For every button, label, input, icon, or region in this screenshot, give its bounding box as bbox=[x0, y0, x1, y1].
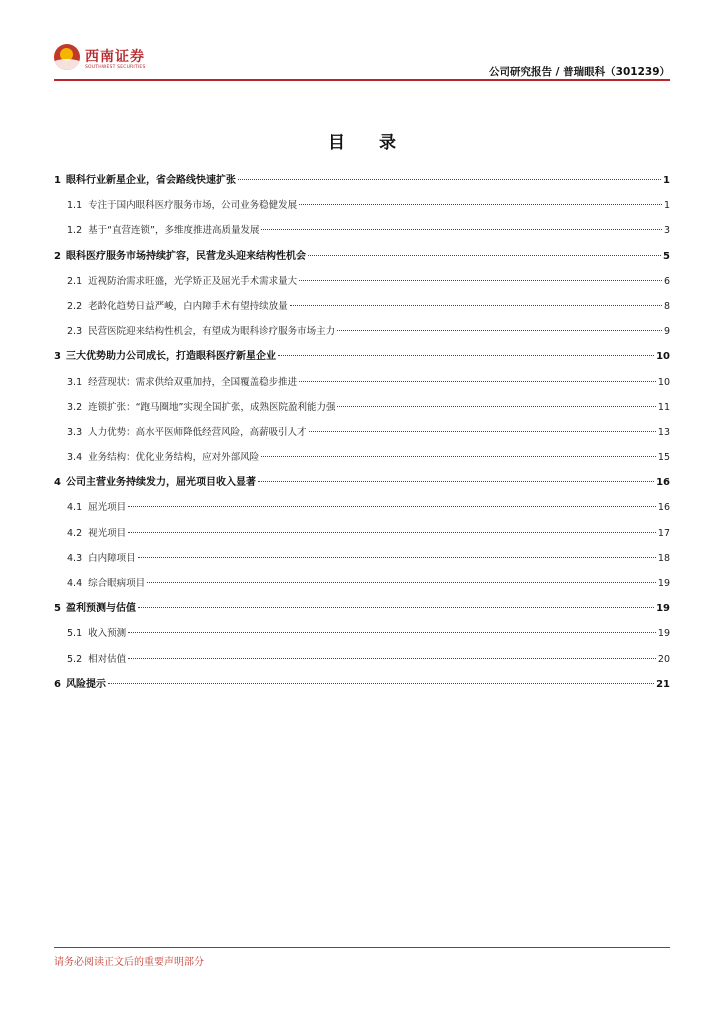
toc-page-number: 19 bbox=[657, 628, 670, 640]
toc-entry-text: 近视防治需求旺盛，光学矫正及屈光手术需求量大 bbox=[88, 275, 298, 287]
toc-section-entry[interactable] bbox=[54, 244, 670, 269]
toc-entry-number: 5.1 bbox=[67, 628, 83, 640]
toc-subsection-entry[interactable] bbox=[54, 420, 670, 445]
toc-entry-number: 3.3 bbox=[67, 426, 83, 438]
toc-entry-number: 2.1 bbox=[67, 275, 83, 287]
toc-dot-leader bbox=[299, 280, 662, 281]
toc-dot-leader bbox=[299, 204, 662, 205]
toc-entry-text: 三大优势助力公司成长，打造眼科医疗新星企业 bbox=[65, 351, 276, 363]
toc-entry-text: 经营现状：需求供给双重加持，全国覆盖稳步推进 bbox=[88, 376, 298, 388]
toc-subsection-entry[interactable] bbox=[54, 647, 670, 672]
toc-entry-text: 老龄化趋势日益严峻，白内障手术有望持续放量 bbox=[88, 300, 288, 312]
toc-entry-text: 综合眼病项目 bbox=[88, 578, 146, 589]
toc-page-number: 13 bbox=[657, 426, 670, 438]
table-of-contents bbox=[54, 168, 670, 697]
toc-dot-leader bbox=[128, 658, 656, 659]
report-title: 公司研究报告 / 普瑞眼科（301239） bbox=[489, 66, 670, 78]
toc-page-number: 1 bbox=[663, 200, 670, 212]
toc-entry-text: 屈光项目 bbox=[88, 502, 127, 514]
toc-entry-number: 4.4 bbox=[67, 578, 83, 589]
toc-section-entry[interactable] bbox=[54, 168, 670, 193]
toc-entry-number: 3 bbox=[54, 351, 61, 363]
toc-section-entry[interactable] bbox=[54, 470, 670, 495]
toc-entry-text: 连锁扩张：“跑马圈地”实现全国扩张，成熟医院盈利能力强 bbox=[88, 401, 336, 413]
toc-subsection-entry[interactable] bbox=[54, 294, 670, 319]
toc-dot-leader bbox=[128, 532, 656, 533]
company-logo bbox=[54, 44, 154, 74]
toc-page-number: 18 bbox=[657, 552, 670, 564]
toc-subsection-entry[interactable] bbox=[54, 521, 670, 546]
toc-page-number: 15 bbox=[657, 452, 670, 464]
toc-entry-text: 风险提示 bbox=[65, 678, 106, 690]
toc-subsection-entry[interactable] bbox=[54, 445, 670, 470]
logo-name: 西南证券 bbox=[85, 49, 145, 65]
toc-dot-leader bbox=[258, 481, 654, 482]
toc-entry-number: 2.3 bbox=[67, 326, 83, 338]
toc-entry-number: 6 bbox=[54, 678, 61, 690]
toc-entry-text: 专注于国内眼科医疗服务市场，公司业务稳健发展 bbox=[88, 200, 298, 212]
toc-subsection-entry[interactable] bbox=[54, 395, 670, 420]
toc-page-number: 10 bbox=[657, 376, 670, 388]
toc-dot-leader bbox=[138, 557, 656, 558]
toc-dot-leader bbox=[128, 506, 656, 507]
header-divider bbox=[54, 79, 670, 81]
toc-page-number: 6 bbox=[663, 275, 670, 287]
toc-page-number: 3 bbox=[663, 225, 670, 237]
toc-entry-number: 2 bbox=[54, 250, 61, 262]
toc-entry-number: 4 bbox=[54, 477, 61, 489]
toc-subsection-entry[interactable] bbox=[54, 269, 670, 294]
toc-dot-leader bbox=[290, 305, 662, 306]
toc-entry-number: 5 bbox=[54, 603, 61, 615]
toc-entry-text: 人力优势：高水平医师降低经营风险，高薪吸引人才 bbox=[88, 426, 307, 438]
toc-entry-text: 盈利预测与估值 bbox=[65, 603, 136, 615]
toc-subsection-entry[interactable] bbox=[54, 218, 670, 243]
toc-dot-leader bbox=[299, 381, 656, 382]
toc-dot-leader bbox=[138, 607, 654, 608]
toc-dot-leader bbox=[337, 406, 655, 407]
toc-entry-text: 收入预测 bbox=[88, 628, 127, 640]
toc-dot-leader bbox=[238, 179, 661, 180]
toc-subsection-entry[interactable] bbox=[54, 495, 670, 520]
toc-entry-text: 相对估值 bbox=[88, 653, 127, 665]
toc-entry-text: 白内障项目 bbox=[88, 552, 136, 564]
footer-divider bbox=[54, 947, 670, 948]
toc-dot-leader bbox=[147, 582, 656, 583]
toc-entry-number: 3.4 bbox=[67, 452, 83, 464]
toc-entry-number: 4.3 bbox=[67, 552, 83, 564]
toc-title: 目 录 bbox=[328, 133, 410, 153]
toc-subsection-entry[interactable] bbox=[54, 546, 670, 571]
toc-subsection-entry[interactable] bbox=[54, 193, 670, 218]
toc-dot-leader bbox=[261, 456, 656, 457]
toc-entry-text: 眼科行业新星企业，省会路线快速扩张 bbox=[65, 175, 236, 186]
toc-page-number: 8 bbox=[663, 300, 670, 312]
toc-subsection-entry[interactable] bbox=[54, 319, 670, 344]
toc-page-number: 11 bbox=[657, 401, 670, 413]
toc-page-number: 1 bbox=[663, 175, 670, 186]
toc-entry-number: 3.1 bbox=[67, 376, 83, 388]
toc-subsection-entry[interactable] bbox=[54, 370, 670, 395]
toc-entry-number: 3.2 bbox=[67, 401, 83, 413]
toc-page-number: 19 bbox=[657, 578, 670, 589]
toc-entry-number: 5.2 bbox=[67, 653, 83, 665]
toc-section-entry[interactable] bbox=[54, 344, 670, 369]
toc-page-number: 19 bbox=[656, 603, 670, 615]
toc-dot-leader bbox=[337, 330, 662, 331]
page-header bbox=[0, 0, 724, 82]
toc-subsection-entry[interactable] bbox=[54, 571, 670, 596]
toc-entry-number: 1 bbox=[54, 175, 61, 186]
footer-disclaimer: 请务必阅读正文后的重要声明部分 bbox=[54, 957, 204, 968]
toc-section-entry[interactable] bbox=[54, 596, 670, 621]
toc-page-number: 20 bbox=[657, 653, 670, 665]
toc-dot-leader bbox=[309, 431, 656, 432]
toc-page-number: 17 bbox=[657, 527, 670, 539]
logo-emblem-icon bbox=[54, 44, 80, 70]
toc-entry-number: 4.2 bbox=[67, 527, 83, 539]
toc-dot-leader bbox=[108, 683, 654, 684]
toc-page-number: 16 bbox=[657, 502, 670, 514]
toc-page-number: 5 bbox=[663, 250, 670, 262]
toc-entry-text: 公司主营业务持续发力，屈光项目收入显著 bbox=[65, 477, 256, 489]
toc-page-number: 16 bbox=[656, 477, 670, 489]
toc-entry-text: 业务结构：优化业务结构，应对外部风险 bbox=[88, 452, 260, 464]
toc-entry-text: 基于“直营连锁”，多维度推进高质量发展 bbox=[88, 225, 260, 237]
toc-dot-leader bbox=[278, 355, 654, 356]
toc-subsection-entry[interactable] bbox=[54, 621, 670, 646]
toc-entry-number: 2.2 bbox=[67, 300, 83, 312]
toc-entry-text: 眼科医疗服务市场持续扩容，民营龙头迎来结构性机会 bbox=[65, 250, 306, 262]
toc-entry-text: 民营医院迎来结构性机会，有望成为眼科诊疗服务市场主力 bbox=[88, 326, 336, 338]
toc-page-number: 10 bbox=[656, 351, 670, 363]
toc-entry-number: 1.1 bbox=[67, 200, 83, 212]
toc-section-entry[interactable] bbox=[54, 672, 670, 697]
toc-dot-leader bbox=[128, 632, 656, 633]
toc-entry-number: 1.2 bbox=[67, 225, 83, 237]
toc-page-number: 21 bbox=[656, 678, 670, 690]
toc-dot-leader bbox=[261, 229, 661, 230]
toc-entry-text: 视光项目 bbox=[88, 527, 127, 539]
toc-dot-leader bbox=[308, 255, 661, 256]
logo-english-name: SOUTHWEST SECURITIES bbox=[85, 65, 146, 70]
toc-page-number: 9 bbox=[663, 326, 670, 338]
toc-entry-number: 4.1 bbox=[67, 502, 83, 514]
